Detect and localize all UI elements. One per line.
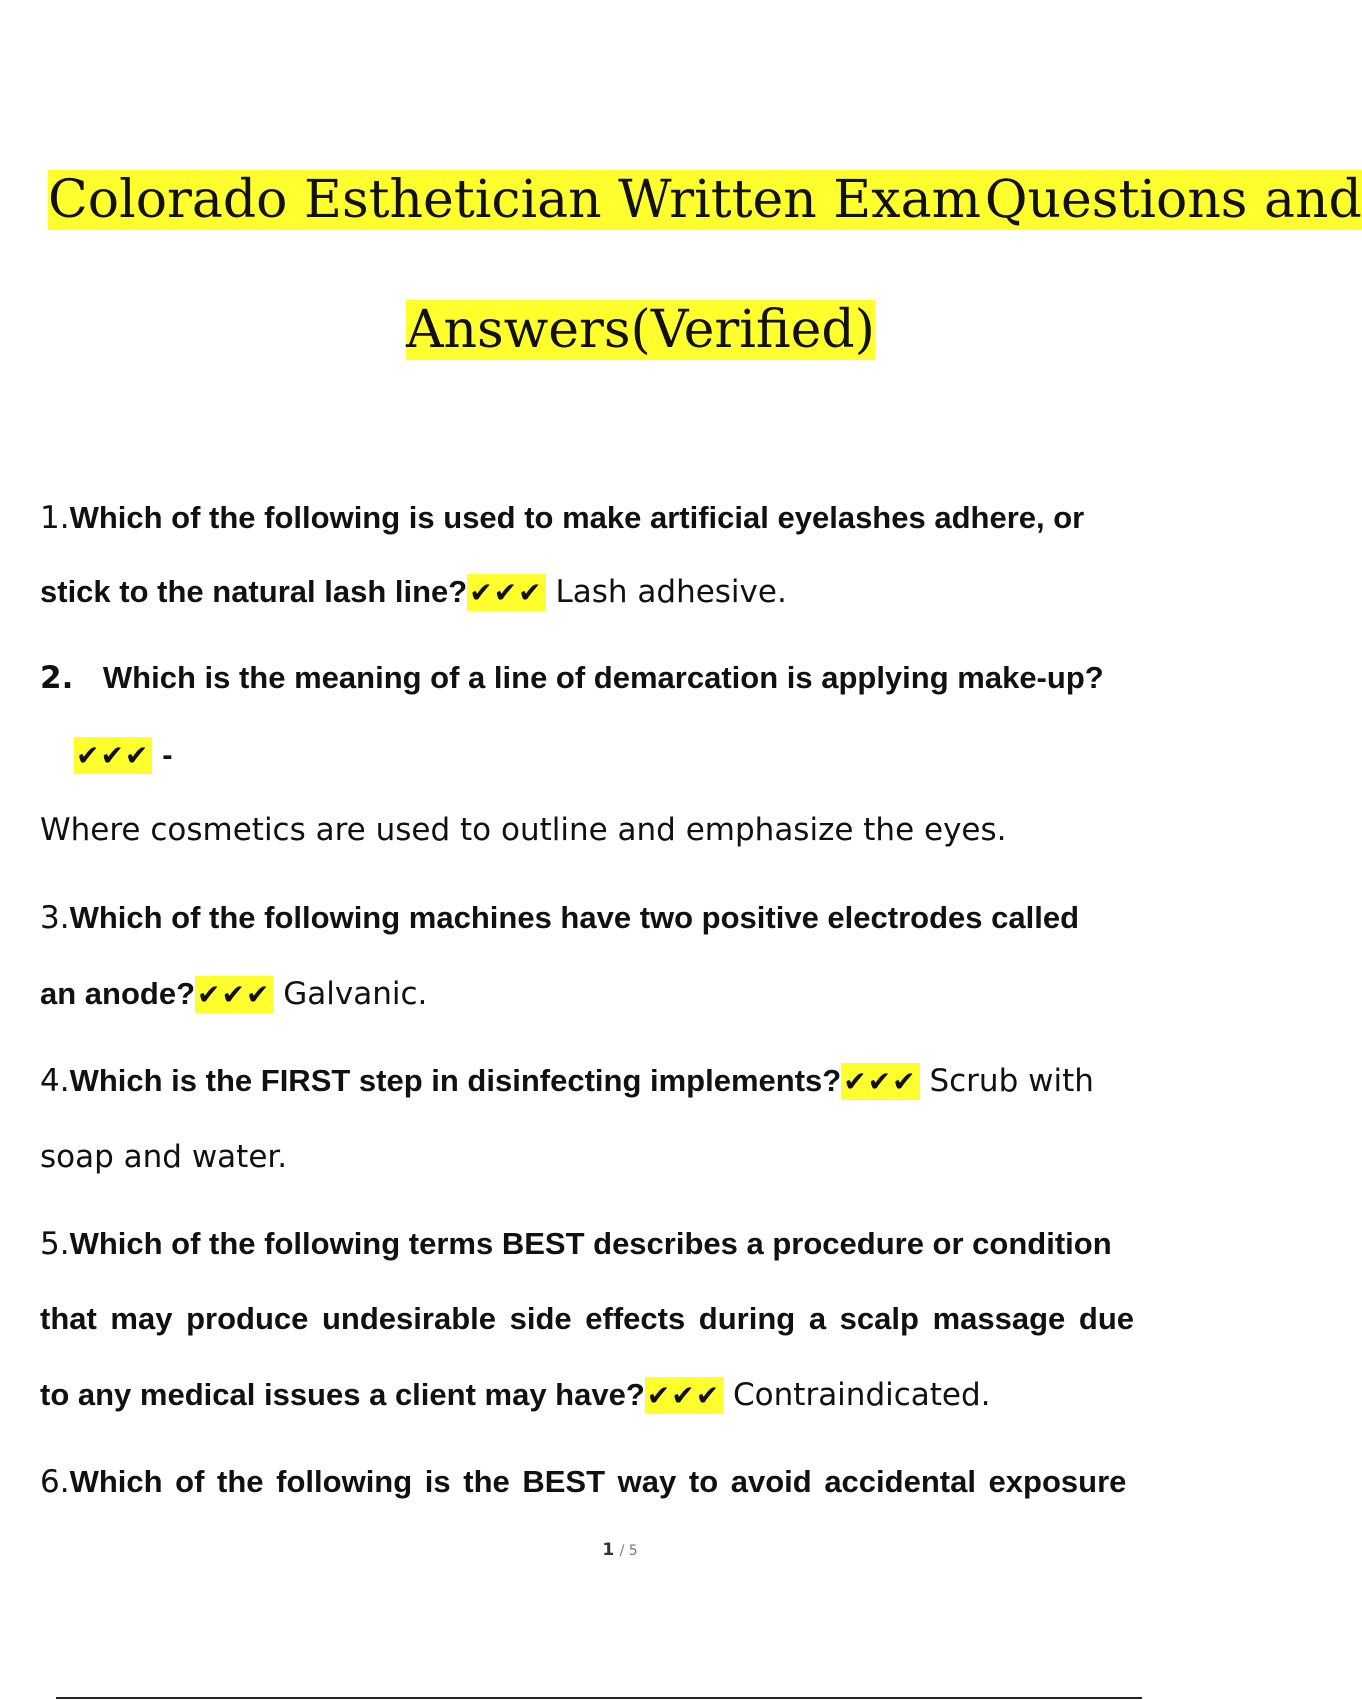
question-3-line-1: [40, 898, 1079, 938]
answer-text: Lash adhesive.: [555, 574, 787, 610]
question-5-line-1: [40, 1224, 1112, 1264]
check-marks-icon: ✔✔✔: [467, 574, 545, 611]
document-title-line-1: [48, 168, 1362, 232]
document-title-line-2: [406, 298, 875, 362]
page-current: 1: [602, 1540, 615, 1560]
question-2-line-2: [74, 735, 173, 776]
question-text: Which of the following terms BEST describes a procedure or condition: [69, 1226, 1112, 1261]
answer-text: Galvanic.: [283, 976, 428, 1012]
question-3-line-2: [40, 974, 427, 1015]
question-text: Which is the FIRST step in disinfecting implements?: [69, 1063, 842, 1098]
title-segment: Answers(Verified): [406, 300, 875, 360]
answer-text: Scrub with: [929, 1063, 1094, 1099]
question-1-line-1: [40, 498, 1084, 538]
question-text: Which of the following is the BEST way to avoid accidental exposure: [69, 1464, 1127, 1499]
question-number: 2.: [40, 660, 74, 696]
title-segment: Colorado Esthetician Written Exam: [48, 170, 985, 230]
answer-text: soap and water.: [40, 1139, 288, 1175]
question-4-line-2: [40, 1137, 287, 1177]
check-marks-icon: ✔✔✔: [74, 737, 152, 774]
check-marks-icon: ✔✔✔: [841, 1063, 919, 1100]
check-marks-icon: ✔✔✔: [195, 976, 273, 1013]
question-number: 6.: [40, 1464, 70, 1500]
question-text: Which of the following is used to make artificial eyelashes adhere, or: [69, 500, 1085, 535]
question-text: Which is the meaning of a line of demarcation is applying make-up?: [102, 660, 1104, 695]
question-1-line-2: [40, 572, 787, 613]
page-indicator: [0, 1540, 1240, 1560]
question-2-line-1: [40, 658, 1104, 698]
question-number: 4.: [40, 1063, 70, 1099]
answer-text: Where cosmetics are used to outline and emphasize the eyes.: [40, 812, 1007, 848]
question-4-line-1: [40, 1061, 1094, 1102]
question-number: 3.: [40, 900, 70, 936]
page-total: / 5: [619, 1543, 638, 1559]
title-segment: Questions and: [984, 170, 1362, 230]
question-5-line-3: [40, 1375, 991, 1416]
question-6-line-1: [40, 1462, 1126, 1502]
question-text: an anode?: [40, 976, 196, 1011]
question-text: to any medical issues a client may have?: [40, 1377, 645, 1412]
answer-dash: -: [162, 737, 173, 772]
answer-text: Contraindicated.: [733, 1377, 991, 1413]
check-marks-icon: ✔✔✔: [645, 1377, 723, 1414]
page-bottom-rule: [56, 1697, 1142, 1699]
question-number: 1.: [40, 500, 70, 536]
question-text: Which of the following machines have two positive electrodes called: [69, 900, 1080, 935]
question-text: that may produce undesirable side effects during a scalp massage due: [40, 1301, 1134, 1336]
question-2-answer-line: [40, 810, 1007, 850]
question-number: 5.: [40, 1226, 70, 1262]
question-5-line-2: [40, 1299, 1134, 1339]
question-text: stick to the natural lash line?: [40, 574, 468, 609]
